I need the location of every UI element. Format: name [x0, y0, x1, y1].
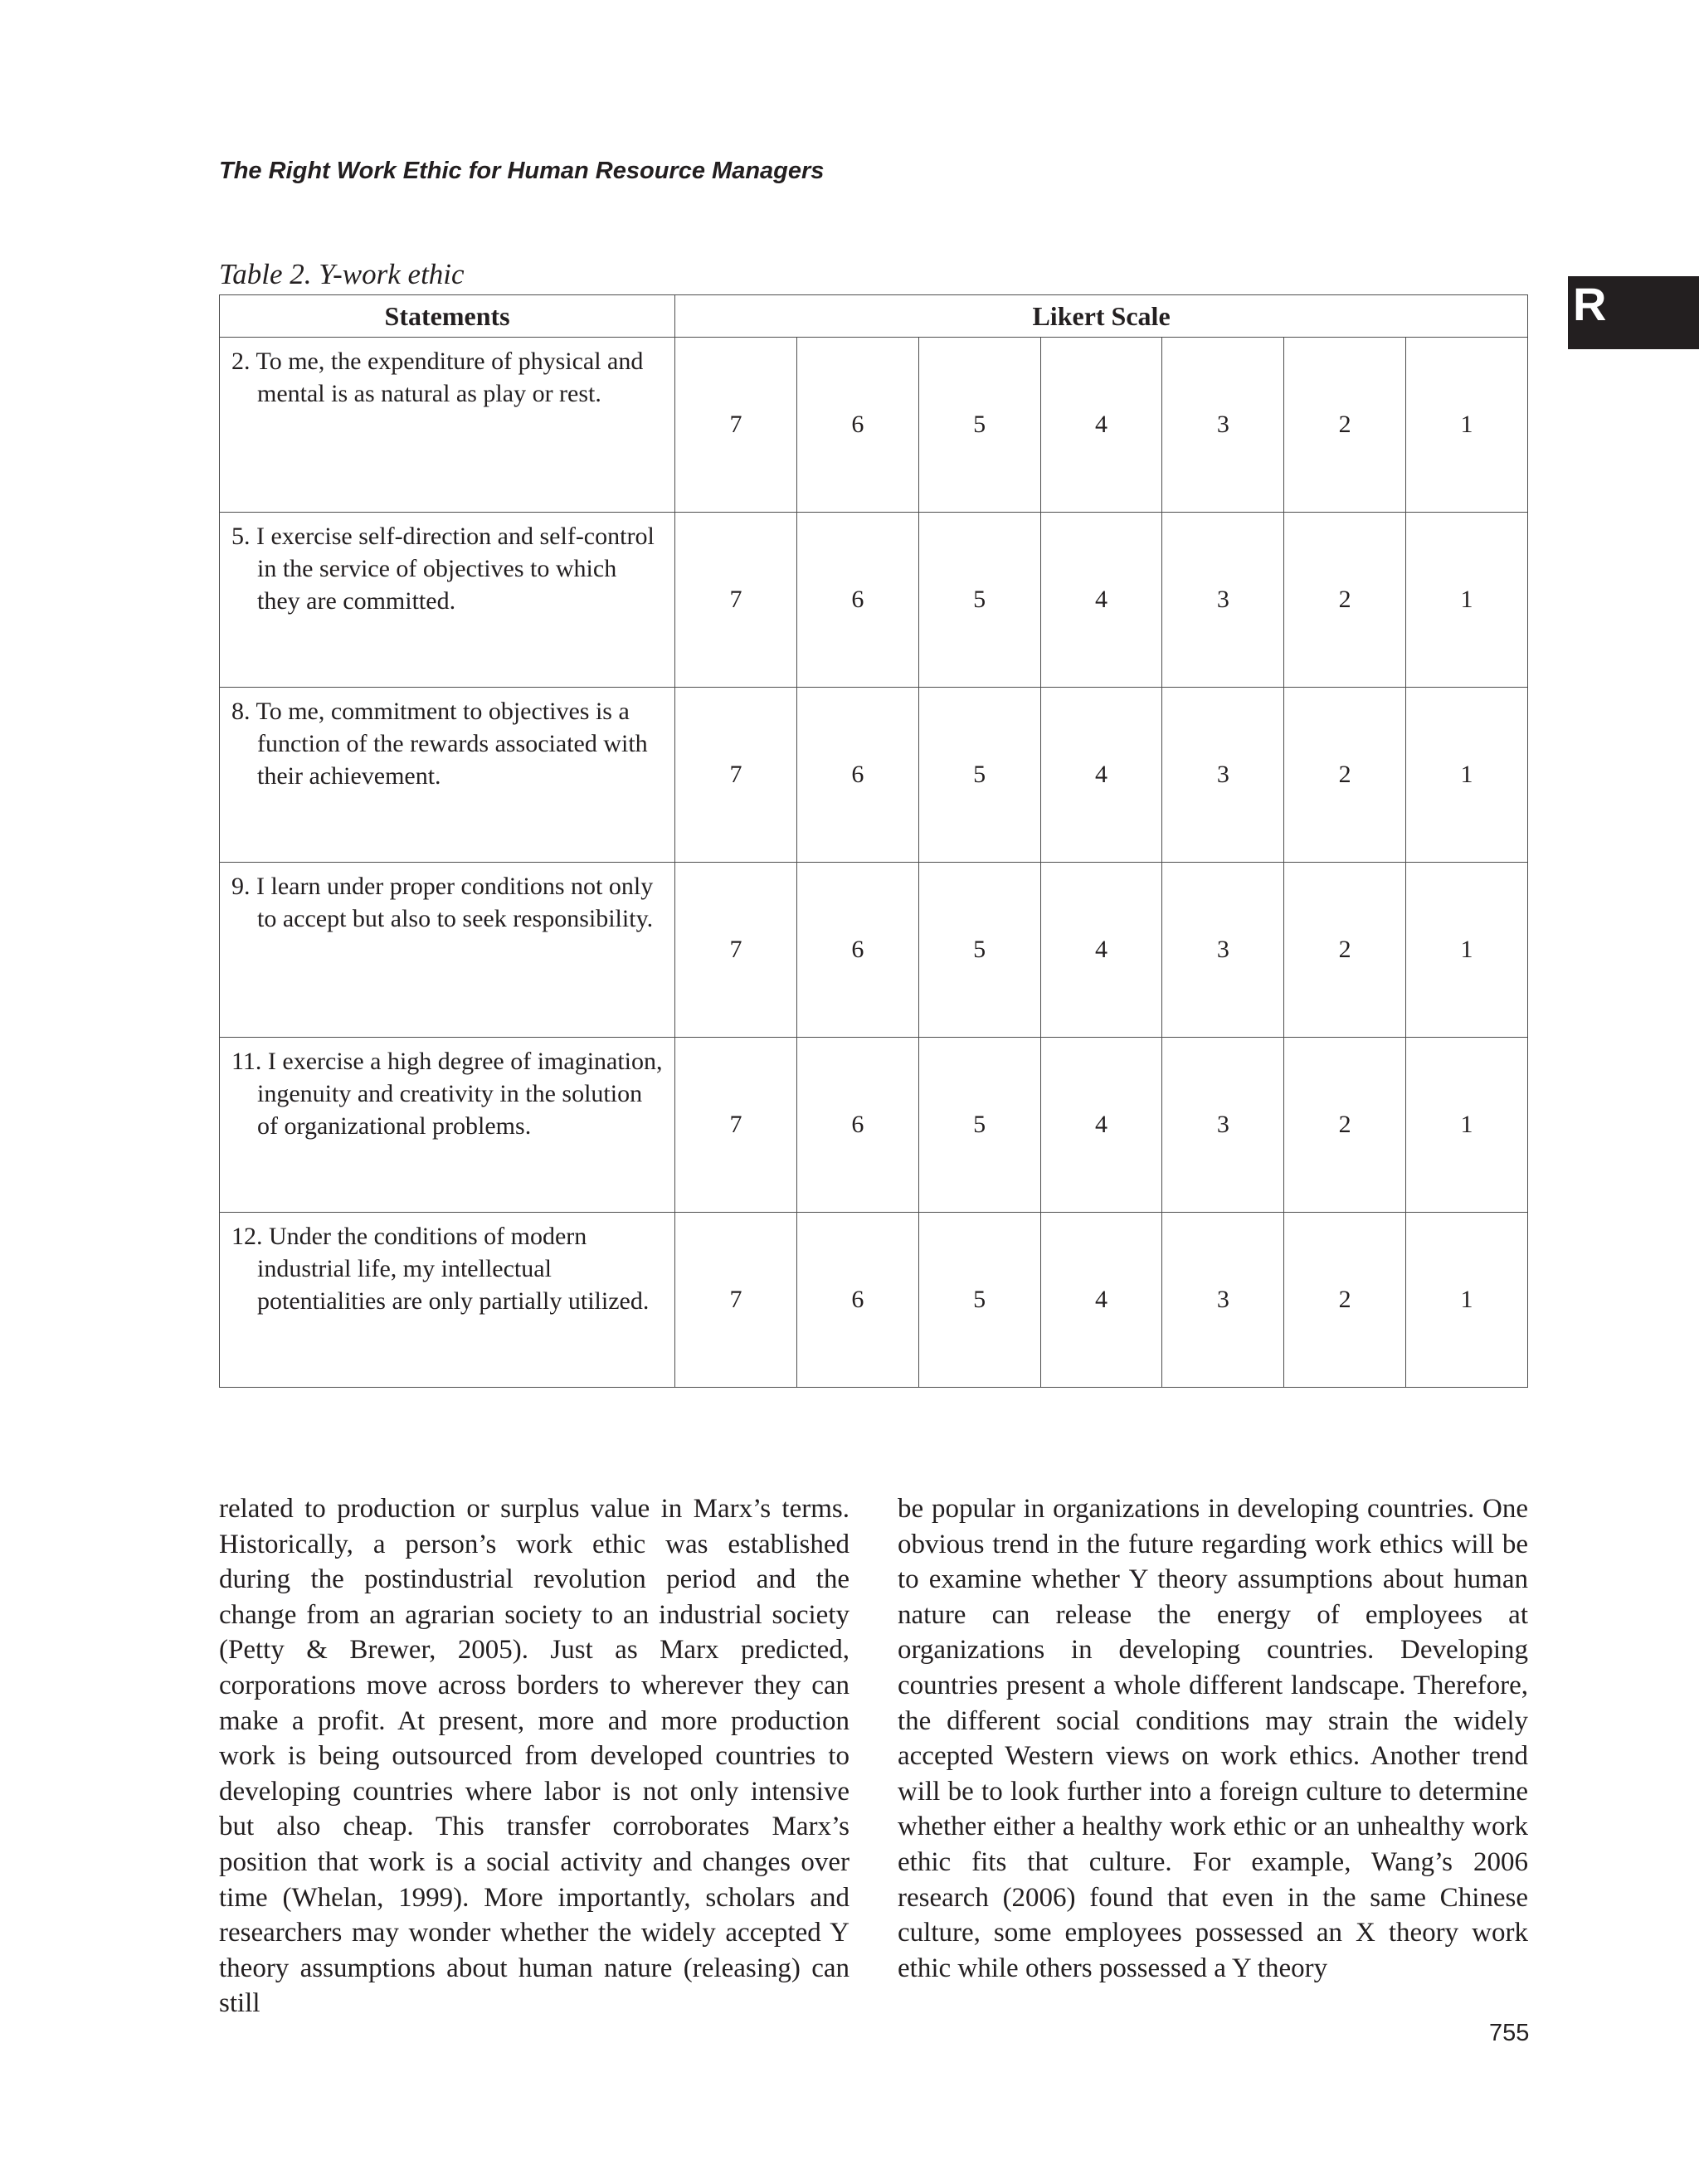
likert-value-cell: 2	[1284, 688, 1406, 863]
likert-value-cell: 5	[918, 1213, 1040, 1388]
likert-table	[219, 294, 1528, 1388]
likert-value-cell: 2	[1284, 863, 1406, 1038]
likert-value-cell: 4	[1040, 1038, 1162, 1213]
likert-value-cell: 5	[918, 688, 1040, 863]
statement-text: 9. I learn under proper conditions not only to accept but also to seek responsibility.	[231, 873, 654, 932]
section-tab	[1568, 276, 1699, 349]
page-number: 755	[1489, 2020, 1530, 2046]
statement-cell	[220, 513, 675, 688]
likert-value-cell: 3	[1162, 513, 1284, 688]
likert-value-cell: 1	[1406, 338, 1528, 513]
table-row	[220, 1038, 1528, 1213]
likert-value-cell: 2	[1284, 513, 1406, 688]
likert-value-cell: 1	[1406, 1213, 1528, 1388]
likert-value-cell: 6	[796, 1038, 918, 1213]
likert-value-cell: 7	[675, 338, 797, 513]
statement-cell	[220, 863, 675, 1038]
section-tab-letter: R	[1573, 278, 1607, 330]
likert-value-cell: 6	[796, 688, 918, 863]
likert-value-cell: 1	[1406, 863, 1528, 1038]
statement-text: 5. I exercise self-direction and self-control in the service of objectives to which they are committed.	[231, 523, 655, 615]
table-row	[220, 338, 1528, 513]
body-right-column: be popular in organizations in developing countries. One obvious trend in the future regarding work ethics will be to examine whether Y theory assumptions about human nature can release the energy of employees at organizations in developing countries. Developing countries present a whole different landscape. Therefore, the different social conditions may strain the widely accepted Western views on work ethics. Another trend will be to look further into a foreign culture to determine whether either a healthy work ethic or an unhealthy work ethic fits that culture. For example, Wang’s 2006 research (2006) found that even in the same Chinese culture, some employees possessed an X theory work ethic while others possessed a Y theory	[898, 1494, 1528, 1983]
likert-value-cell: 1	[1406, 1038, 1528, 1213]
likert-value-cell: 1	[1406, 513, 1528, 688]
likert-value-cell: 4	[1040, 338, 1162, 513]
likert-value-cell: 4	[1040, 688, 1162, 863]
likert-value-cell: 5	[918, 338, 1040, 513]
likert-value-cell: 2	[1284, 1038, 1406, 1213]
likert-value-cell: 7	[675, 688, 797, 863]
statement-cell	[220, 338, 675, 513]
table-header-row	[220, 295, 1528, 338]
likert-value-cell: 6	[796, 513, 918, 688]
statement-cell	[220, 688, 675, 863]
statement-cell	[220, 1213, 675, 1388]
likert-value-cell: 4	[1040, 513, 1162, 688]
table-row	[220, 863, 1528, 1038]
statement-text: 12. Under the conditions of modern industrial life, my intellectual potentialities are only partially utilized.	[231, 1223, 650, 1315]
likert-value-cell: 4	[1040, 1213, 1162, 1388]
table-row	[220, 1213, 1528, 1388]
likert-value-cell: 2	[1284, 338, 1406, 513]
table-row	[220, 513, 1528, 688]
table-caption: Table 2. Y-work ethic	[219, 258, 465, 290]
likert-scale-header: Likert Scale	[675, 295, 1528, 338]
statement-cell	[220, 1038, 675, 1213]
likert-value-cell: 7	[675, 1213, 797, 1388]
likert-value-cell: 6	[796, 863, 918, 1038]
table-row	[220, 688, 1528, 863]
statement-text: 11. I exercise a high degree of imagination, ingenuity and creativity in the solution of organizational problems.	[231, 1048, 663, 1140]
likert-value-cell: 5	[918, 1038, 1040, 1213]
likert-value-cell: 2	[1284, 1213, 1406, 1388]
likert-value-cell: 7	[675, 1038, 797, 1213]
likert-value-cell: 3	[1162, 338, 1284, 513]
likert-value-cell: 7	[675, 863, 797, 1038]
table-body	[220, 338, 1528, 1388]
likert-value-cell: 3	[1162, 1038, 1284, 1213]
likert-value-cell: 1	[1406, 688, 1528, 863]
statement-text: 8. To me, commitment to objectives is a function of the rewards associated with their achievement.	[231, 698, 648, 790]
statement-text: 2. To me, the expenditure of physical and mental is as natural as play or rest.	[231, 348, 644, 407]
likert-value-cell: 3	[1162, 1213, 1284, 1388]
likert-value-cell: 6	[796, 338, 918, 513]
likert-value-cell: 7	[675, 513, 797, 688]
likert-value-cell: 3	[1162, 688, 1284, 863]
running-title: The Right Work Ethic for Human Resource Managers	[219, 158, 825, 184]
body-left-column: related to production or surplus value in Marx’s terms. Historically, a person’s work ethic was established during the postindustrial revolution period and the change from an agrarian society to an industrial society (Petty & Brewer, 2005). Just as Marx predicted, corporations move across borders to wherever they can make a profit. At present, more and more production work is being outsourced from developed countries to developing countries where labor is not only intensive but also cheap. This transfer corroborates Marx’s position that work is a social activity and changes over time (Whelan, 1999). More importantly, scholars and researchers may wonder whether the widely accepted Y theory assumptions about human nature (releasing) can still	[219, 1494, 850, 2019]
likert-value-cell: 4	[1040, 863, 1162, 1038]
likert-value-cell: 6	[796, 1213, 918, 1388]
likert-value-cell: 5	[918, 863, 1040, 1038]
likert-value-cell: 3	[1162, 863, 1284, 1038]
likert-value-cell: 5	[918, 513, 1040, 688]
statements-header: Statements	[220, 295, 675, 338]
